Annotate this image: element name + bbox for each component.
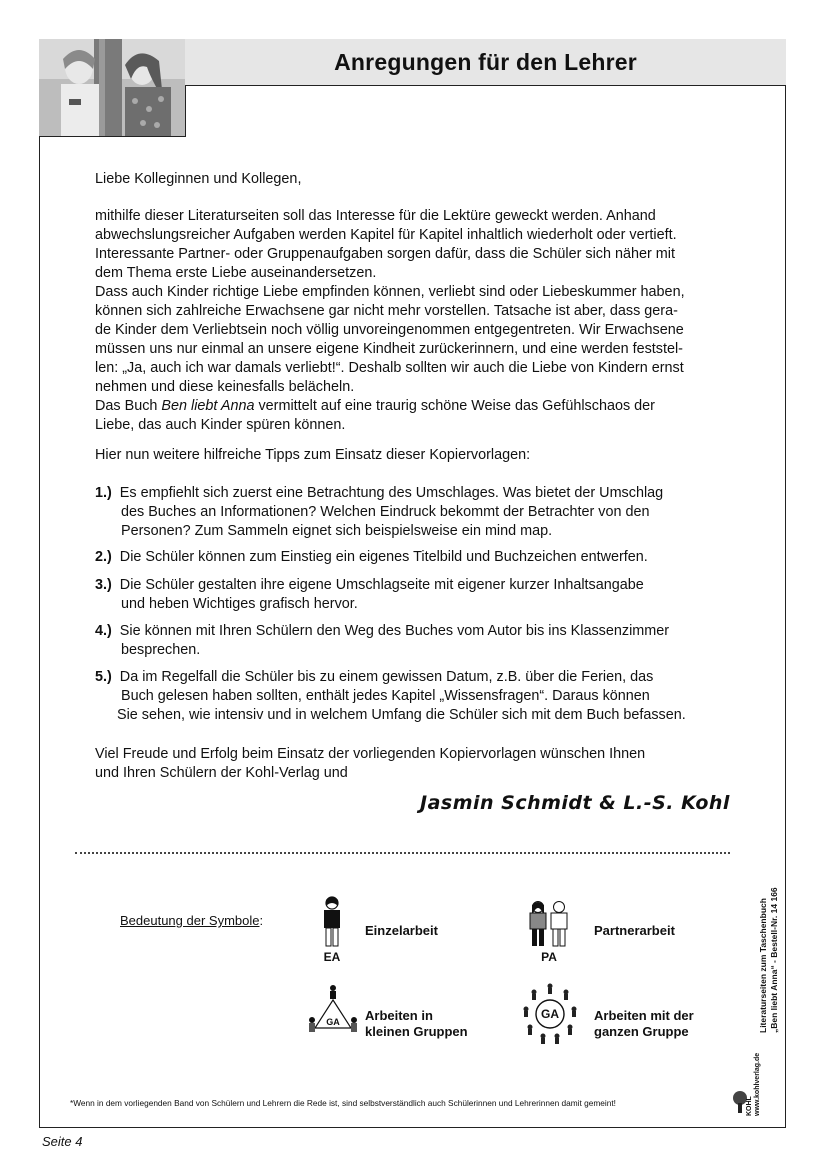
tip-item-3 xyxy=(95,576,745,614)
partner-people-icon xyxy=(526,900,572,948)
tip-number: 2.) xyxy=(95,549,112,565)
salutation: Liebe Kolleginnen und Kollegen, xyxy=(95,171,302,187)
tip-line: Sie sehen, wie intensiv und in welchem Umfang die Schüler sich mit dem Buch befassen. xyxy=(117,707,686,723)
small-group-icon xyxy=(307,984,359,1040)
children-illustration-image xyxy=(39,39,186,137)
sidebar-line: Literaturseiten zum Taschenbuch xyxy=(758,898,768,1033)
tip-line: Da im Regelfall die Schüler bis zu einem gewissen Datum, z.B. über die Ferien, das xyxy=(119,669,654,685)
paragraph-line: Liebe, das auch Kinder spüren können. xyxy=(95,417,346,433)
tip-number: 4.) xyxy=(95,623,112,639)
publisher-logo xyxy=(730,1046,780,1118)
label-line: kleinen Gruppen xyxy=(365,1024,468,1039)
tip-item-1 xyxy=(95,484,745,541)
book-sentence-prefix: Das Buch xyxy=(95,398,162,414)
paragraph-line: de Kinder dem Verliebtsein noch völlig unvoreingenommen entgegentreten. Wir Erwachsene xyxy=(95,322,684,338)
tip-line: Personen? Zum Sammeln eignet sich beispielsweise ein mind map. xyxy=(121,523,553,539)
paragraph-line: Dass auch Kinder richtige Liebe empfinden können, verliebt sind oder Liebeskummer haben, xyxy=(95,284,685,300)
tip-item-4 xyxy=(95,622,745,660)
brand-url: www.kohlverlag.de xyxy=(754,1052,761,1116)
header-illustration xyxy=(39,39,186,137)
label-line: ganzen Gruppe xyxy=(594,1024,689,1039)
tip-number: 1.) xyxy=(95,485,112,501)
label-line: Arbeiten mit der xyxy=(594,1008,694,1023)
paragraph-line: Interessante Partner- oder Gruppenaufgaben sorgen dafür, dass die Schüler sich näher mit xyxy=(95,246,675,262)
paragraph-line: nehmen und diese keinesfalls belächeln. xyxy=(95,379,355,395)
ga-whole-code: GA xyxy=(541,1007,559,1021)
paragraph-line: können sich zahlreiche Erwachsene gar nicht mehr vorstellen. Tatsache ist aber, dass gera- xyxy=(95,303,678,319)
tip-line: besprechen. xyxy=(121,642,201,658)
book-sentence-rest: vermittelt auf eine traurig schöne Weise das Gefühlschaos der xyxy=(254,398,655,414)
brand-name: KOHL xyxy=(746,1096,753,1116)
title-bar xyxy=(185,39,786,86)
closing xyxy=(95,745,742,783)
label-line: Arbeiten in xyxy=(365,1008,433,1023)
tip-line: Sie können mit Ihren Schülern den Weg des Buches vom Autor bis ins Klassenzimmer xyxy=(119,623,670,639)
closing-line: und Ihren Schülern der Kohl-Verlag und xyxy=(95,765,348,781)
tip-number: 3.) xyxy=(95,577,112,593)
legend-title xyxy=(120,913,263,928)
legend-title-text: Bedeutung der Symbole xyxy=(120,913,260,928)
ea-code: EA xyxy=(323,950,341,964)
sidebar-line: „Ben liebt Anna“ - Bestell-Nr. 14 166 xyxy=(769,887,779,1033)
paragraph-line: len: „Ja, auch ich war damals verliebt!“. Deshalb sollten wir auch die Liebe von Kindern ernst xyxy=(95,360,684,376)
dotted-divider xyxy=(75,852,730,854)
ga-small-code: GA xyxy=(326,1017,340,1027)
tip-line: des Buches an Informationen? Welchen Eindruck bekommt der Betrachter von den xyxy=(121,504,650,520)
paragraph-line: dem Thema erste Liebe auseinandersetzen. xyxy=(95,265,377,281)
paragraph-line: abwechslungsreicher Aufgaben werden Kapitel für Kapitel inhaltlich wiederholt oder vertieft. xyxy=(95,227,677,243)
tip-line: Buch gelesen haben sollten, enthält jedes Kapitel „Wissensfragen“. Daraus können xyxy=(121,688,650,704)
tips-intro: Hier nun weitere hilfreiche Tipps zum Einsatz dieser Kopiervorlagen: xyxy=(95,447,531,463)
small-group-label xyxy=(365,1008,468,1040)
signature: Jasmin Schmidt & L.-S. Kohl xyxy=(420,792,730,814)
einzelarbeit-label: Einzelarbeit xyxy=(365,923,438,938)
tip-line: und heben Wichtiges grafisch hervor. xyxy=(121,596,358,612)
tip-line: Die Schüler können zum Einstieg ein eigenes Titelbild und Buchzeichen entwerfen. xyxy=(119,549,648,565)
tip-number: 5.) xyxy=(95,669,112,685)
whole-group-label xyxy=(594,1008,694,1040)
tip-line: Die Schüler gestalten ihre eigene Umschlagseite mit eigener kurzer Inhaltsangabe xyxy=(119,577,644,593)
paragraph-line: mithilfe dieser Literaturseiten soll das Interesse für die Lektüre geweckt werden. Anhand xyxy=(95,208,656,224)
single-person-icon xyxy=(318,896,346,948)
closing-line: Viel Freude und Erfolg beim Einsatz der vorliegenden Kopiervorlagen wünschen Ihnen xyxy=(95,746,646,762)
page-title: Anregungen für den Lehrer xyxy=(334,48,637,75)
footnote: *Wenn in dem vorliegenden Band von Schülern und Lehrern die Rede ist, sind selbstverständlich auch Schülerinnen und Lehrerinnen damit gemeint! xyxy=(70,1098,616,1108)
pa-code: PA xyxy=(541,950,557,964)
tip-item-2 xyxy=(95,548,745,567)
tip-line: Es empfiehlt sich zuerst eine Betrachtung des Umschlages. Was bietet der Umschlag xyxy=(119,485,664,501)
legend-title-colon: : xyxy=(259,913,264,928)
book-title: Ben liebt Anna xyxy=(161,398,255,414)
page-number: Seite 4 xyxy=(42,1134,83,1149)
paragraph-line: müssen uns nur einmal an unsere eigene Kindheit zurückerinnern, und eine werden feststel- xyxy=(95,341,683,357)
partnerarbeit-label: Partnerarbeit xyxy=(594,923,675,938)
sidebar-info xyxy=(740,855,780,1035)
paragraph-line xyxy=(95,397,742,416)
tip-item-5 xyxy=(95,668,745,725)
paragraph-1 xyxy=(95,207,742,435)
